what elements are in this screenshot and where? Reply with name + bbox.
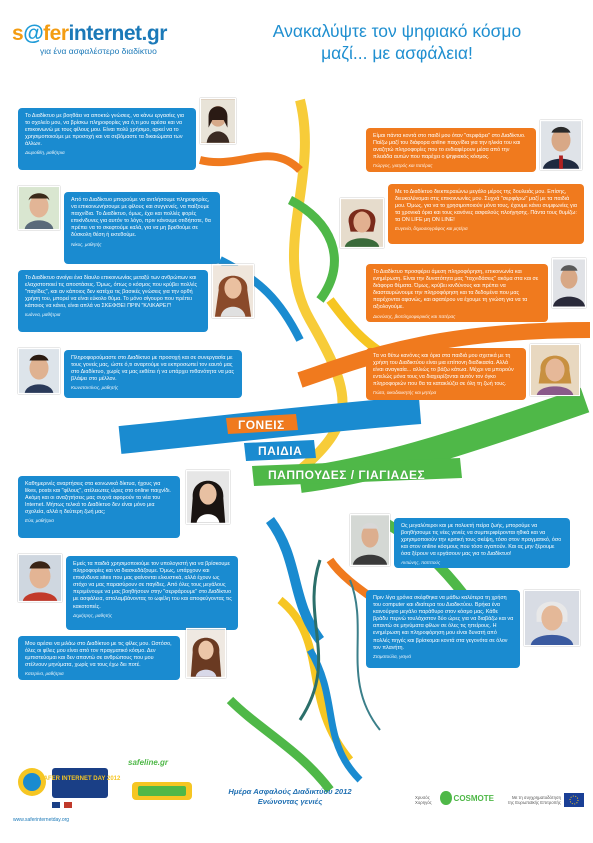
portrait-photo [18, 186, 60, 230]
quote-card: Το Διαδίκτυο με βοηθάει να αποκτώ γνώσεις, να κάνω εργασίες για το σχολείο μου, να βρίσκω πληροφορίες για ό,τι μου αρέσει και να επικοινωνώ με τους φίλους μου. Είναι πολύ χρήσιμο, αρκεί να το χρησιμοποιούμε με προσοχή και να σεβόμαστε τα δικαιώματα των άλλων. Δωροθέη, μαθήτρια [18, 108, 196, 170]
portrait-photo [186, 628, 226, 678]
portrait-photo [18, 348, 60, 394]
quote-card: Εμείς τα παιδιά χρησιμοποιούμε τον υπολογιστή για να βρίσκουμε πληροφορίες και να διασκεδάζουμε. Όμως, υπάρχουν και επικίνδυνα sites που μας φαίνονται ελκυστικά, αλλά έχουν ως στόχο να μας παρασύρουν σε παγίδες. Από όλες τους μεγάλους περιμένουμε να μας βοηθήσουν στην "σερφάρουμε" στο Διαδίκτυο με ασφάλεια, απολαμβάνοντας το ωφέλη του και αποφεύγοντας τις κακοτοπιές. Δημήτρης, μαθητής [66, 556, 238, 630]
portrait-photo [540, 120, 582, 170]
page-title: Ανακαλύψτε τον ψηφιακό κόσμο μαζί... με ασφάλεια! [272, 21, 522, 63]
cosmote-logo[interactable]: COSMOTE [440, 786, 494, 810]
portrait-photo [524, 590, 580, 646]
sponsor-label: Χρυσός Χορηγός [415, 795, 432, 805]
quote-card: Το Διαδίκτυο ανοίγει ένα δίαυλο επικοινωνίας μεταξύ των ανθρώπων και ελαχιστοποιεί τις αποστάσεις. Όμως, όπως ο κόσμος που κρύβει πολλές "παγίδες", και αν κάποιος δεν κατέχει τις βασικές γνώσεις για την ορθή χρήση του, μπορεί να είναι εύκολο θύμα. Το μόνο σίγουρο που πρέπει κάποιος να κάνει, είναι απλά να ΣΚΕΦΘΕΙ ΠΡΙΝ "ΚΛΙΚΑΡΕΙ"! Ιωάννα, μαθήτρια [18, 270, 208, 332]
portrait-photo [186, 470, 230, 524]
quote-card: Καθημερινές αναρτήσεις στα κοινωνικά δίκτυα, ήχους για likes, posts και "φίλους", ατέλειωτες ώρες στο online παιχνίδι. Ακόμη και οι αναζητήσεις μας συχνά αφορούν τα νέα του Internet. Μήπως τελικά το Διαδίκτυο δεν είναι μόνο μια σχολεία, αλλά η δεύτερη ζωή μας; Εύα, μαθήτρια [18, 476, 180, 538]
safer-internet-day-logo[interactable] [12, 758, 121, 814]
quote-card: Τα να θέτω κανόνες και όρια στα παιδιά μου σχετικά με τη χρήση του Διαδικτύου είναι μια επίπονη διαδικασία. Αλλά είναι αναγκαία... αλλιώς το βάζω κάτωα. Μέχρι να μπορούν εντελώς μόνα τους να διαχειρίζονται αυτόν τον όγκο πληροφοριών που θα τα κατακλύζει σε όλη τη ζωή τους. Γιώτα, οικοδιοικητής και μητέρα [366, 348, 526, 400]
quote-card: Από το Διαδίκτυο μπορούμε να αντλήσουμε πληροφορίες, να επικοινωνήσουμε με φίλους και συγγενείς, να παίξουμε παιχνίδια. Το Διαδίκτυο, όμως, έχει και πολλές φορές επικίνδυνες για αυτόν το λόγο, πριν κάνουμε οτιδήποτε, θα πρέπει να το σκεφτούμε καλά, για να μη βρεθούμε σε δύσκολη θέση ή εκτεθούμε. Νίκος, μαθητής [64, 192, 220, 264]
partner-logo [132, 778, 192, 804]
portrait-photo [530, 344, 580, 396]
quote-card: Πληροφορούμαστε στο Διαδίκτυο με προσοχή και σε συνεργασία με τους γονείς μας, ώστε ό,τι αναρτούμε να εκπροσωπεί τον εαυτό μας στο Διαδίκτυο, χωρίς να μας εκθέτει ή να υπάρχει πιθανότητα να μας βλάψει στο μέλλον. Κωνσταντίνος, μαθητής [64, 350, 242, 398]
portrait-photo [552, 258, 586, 308]
logo-tagline: για ένα ασφαλέστερο διαδίκτυο [40, 46, 157, 56]
quote-card: Μου αρέσει να μιλάω στο Διαδίκτυο με τις φίλες μου. Ωστόσο, όλες οι φίλες μου είναι από τον πραγματικό κόσμο. Δεν εμπιστεύομαι και δεν απαντώ σε ανθρώπους που μου στέλνουν μηνύματα, χωρίς να τους έχω δει ποτέ. Κατερίνα, μαθήτρια [18, 636, 180, 680]
portrait-photo [350, 514, 390, 566]
portrait-photo [200, 98, 236, 144]
label-parents: ΓΟΝΕΙΣ [238, 418, 285, 432]
saferinternet-logo[interactable] [12, 22, 212, 62]
quote-card: Με το Διαδίκτυο διεκπεραιώνω μεγάλο μέρος της δουλειάς μου. Επίσης, διευκολύνομαι στις επικοινωνίες μου. Συχνά "σερφάρω" μαζί με τα παιδιά μου. Όμως, για να το χρησιμοποιούν μόνα τους, έχουμε κάνει συμφωνίες για τα χρονικά όρια και τους κανόνες ασφαλούς πλοήγησης. Πάντα τους θυμίζω: τα ON LIFE μη ON LINE! Ευγενία, δημοσιογράφος και μητέρα [388, 184, 584, 244]
label-children: ΠΑΙΔΙΑ [258, 444, 303, 458]
quote-card: Το Διαδίκτυο προσφέρει άμεση πληροφόρηση, επικοινωνία και ενημέρωση. Είναι την δυνατότητα μας "ταχνιδάσεις" ακόμα στα και σε διάφορα θέματα. Όμως, κρύβει κινδύνους και πρέπει να διασταυρώνουμε την πληροφόρηση και τα δεδομένα που μας παρέχονται αφανώς, και αφατέρου να έχουμε τη γνώση για να τα αξιολογούμε. Διονύσης, βιοπληροφορικός και πατέρας [366, 264, 548, 322]
label-grandparents: ΠΑΠΠΟΥΔΕΣ / ΓΙΑΓΙΑΔΕΣ [268, 468, 426, 482]
footer-event: Ημέρα Ασφαλούς Διαδικτύου 2012 Ενώνοντας γενιές [228, 787, 352, 806]
quote-card: Είμαι πάντα κοντά στο παιδί μου όταν "σερφάρει" στο Διαδίκτυο. Παίζω μαζί του διάφορα online παιχνίδια για την ηλικία του και αναζητώ πληροφορίες που το ενδιαφέρουν μέσα από την πλειάδα αυτών που παρέχει ο ψηφιακός κόσμος. Γιώργος, γιατρός και πατέρας [366, 128, 536, 172]
cosmote-icon [440, 791, 452, 805]
portrait-photo [340, 198, 384, 248]
eu-flag-icon [564, 793, 584, 807]
portrait-photo [212, 264, 254, 318]
quote-card: Πριν λίγα χρόνια σκέφθηκα να μάθω καλύτερα τη χρήση του computer και ιδιαίτερα του Διαδικτύου. Βρήκα ένα καινούργιο μεγάλο παράθυρο στον κόσμο μας. Κάθε βράδυ περνώ τουλάχιστον δύο ώρες για να διαβάζω και να απαντώ σε μηνύματα φίλων σε όλες τις ηπείρους. Η ενημέρωση και πληροφόρηση μου είναι δυνατή από πολλές πηγές και βρίσκομαι κοντά στα γεγονότα σε όλον τον πλανήτη. Σταματούλα, γιαγιά [366, 590, 520, 668]
portrait-photo [18, 554, 62, 602]
sid-logo-text: SAFER INTERNET DAY 2012 [39, 776, 121, 782]
quote-card: Ως μεγαλύτεροι και με πολυετή πείρα ζωής, μπορούμε να βοηθήσουμε τις νέες γενιές να συμπεριφέρονται ηθικά και να χρησιμοποιούν την κριτική τους σκέψη, τόσο στον πραγματικό, όσο και στον online κόσμους που τόσο αγαπούν. Και ας μην ξέρουμε όσα ξέρουν να εργάσουν μας για το Διαδίκτυο! Αντώνης, παππούς [394, 518, 570, 568]
sid-url-link[interactable]: www.saferinternetday.org [13, 817, 70, 823]
logo-brand: s@ferinternet.gr [12, 22, 167, 45]
eu-cofunding-text: Με τη συγχρηματοδότηση της Ευρωπαϊκής Επιτροπής [507, 795, 561, 805]
safeline-logo[interactable]: safeline.gr [128, 758, 169, 767]
